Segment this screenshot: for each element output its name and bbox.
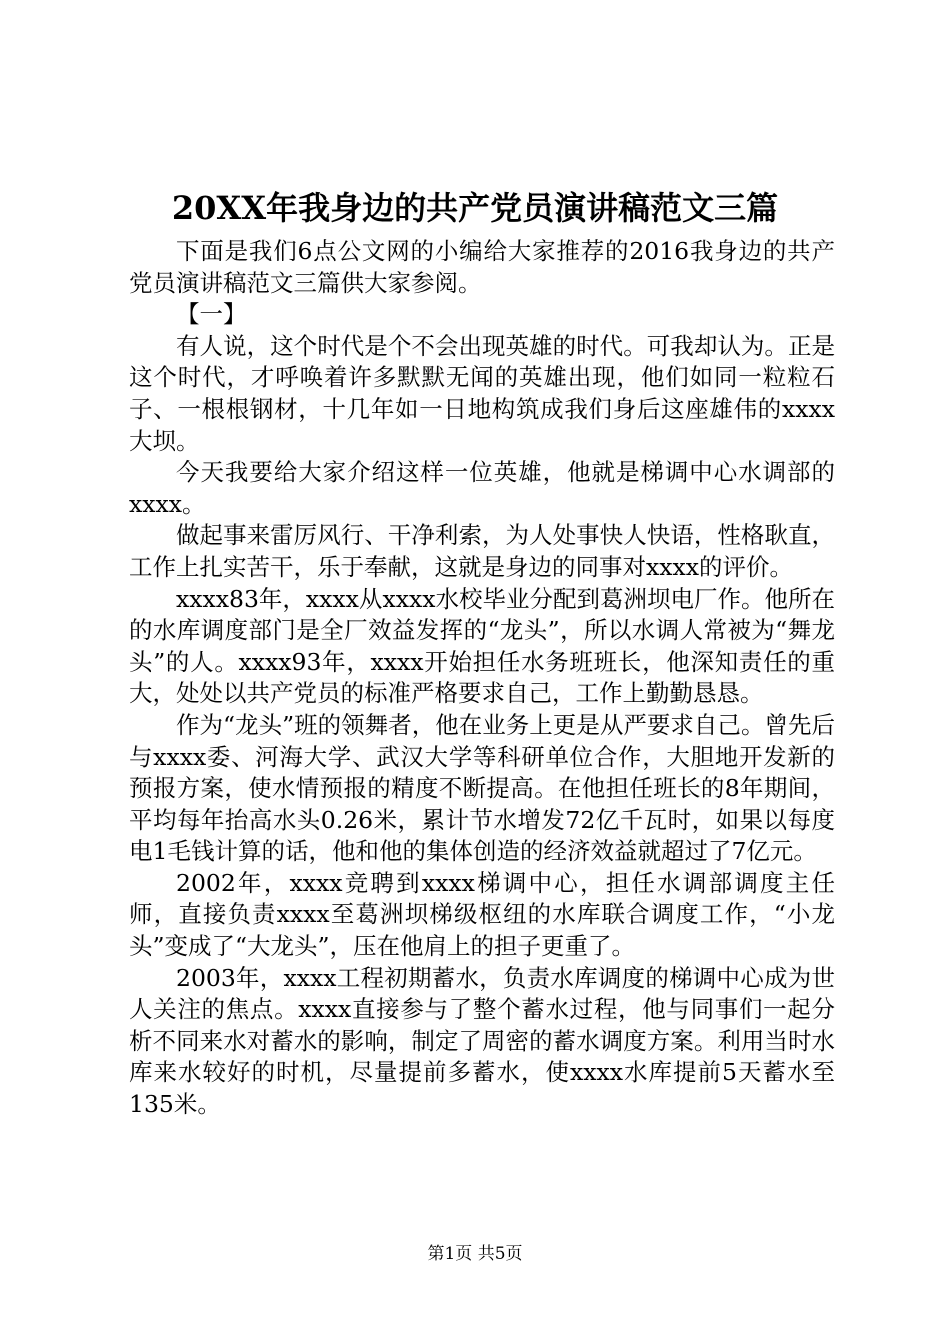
- body-paragraph: 有人说，这个时代是个不会出现英雄的时代。可我却认为。正是这个时代，才呼唤着许多默默无闻的英雄出现，他们如同一粒粒石子、一根根钢材，十几年如一日地构筑成我们身后这座雄伟的xxxx大坝。: [129, 331, 835, 455]
- page-footer: 第1页 共5页: [427, 1244, 523, 1264]
- section-heading: 【一】: [176, 300, 247, 329]
- body-paragraph: 2002年，xxxx竞聘到xxxx梯调中心，担任水调部调度主任师，直接负责xxxx至葛洲坝梯级枢纽的水库联合调度工作，“小龙头”变成了“大龙头”，压在他肩上的担子更重了。: [129, 868, 835, 961]
- intro-paragraph: 下面是我们6点公文网的小编给大家推荐的2016我身边的共产党员演讲稿范文三篇供大家参阅。: [129, 237, 835, 297]
- document-title: 20XX年我身边的共产党员演讲稿范文三篇: [171, 189, 779, 227]
- body-paragraph: 今天我要给大家介绍这样一位英雄，他就是梯调中心水调部的xxxx。: [129, 458, 835, 518]
- body-paragraph: xxxx83年，xxxx从xxxx水校毕业分配到葛洲坝电厂作。他所在的水库调度部门是全厂效益发挥的“龙头”，所以水调人常被为“舞龙头”的人。xxxx93年，xxxx开始担任水务班班长，他深知责任的重大，处处以共产党员的标准严格要求自己，工作上勤勤恳恳。: [129, 584, 835, 708]
- document-body: [129, 236, 835, 1121]
- body-paragraph: 做起事来雷厉风行、干净利索，为人处事快人快语，性格耿直，工作上扎实苦干，乐于奉献，这就是身边的同事对xxxx的评价。: [129, 521, 835, 581]
- body-paragraph: 作为“龙头”班的领舞者，他在业务上更是从严要求自己。曾先后与xxxx委、河海大学、武汉大学等科研单位合作，大胆地开发新的预报方案，使水情预报的精度不断提高。在他担任班长的8年期间，平均每年抬高水头0.26米，累计节水增发72亿千瓦时，如果以每度电1毛钱计算的话，他和他的集体创造的经济效益就超过了7亿元。: [129, 710, 835, 866]
- body-paragraph: 2003年，xxxx工程初期蓄水，负责水库调度的梯调中心成为世人关注的焦点。xxxx直接参与了整个蓄水过程，他与同事们一起分析不同来水对蓄水的影响，制定了周密的蓄水调度方案。利用当时水库来水较好的时机，尽量提前多蓄水，使xxxx水库提前5天蓄水至135米。: [129, 963, 835, 1119]
